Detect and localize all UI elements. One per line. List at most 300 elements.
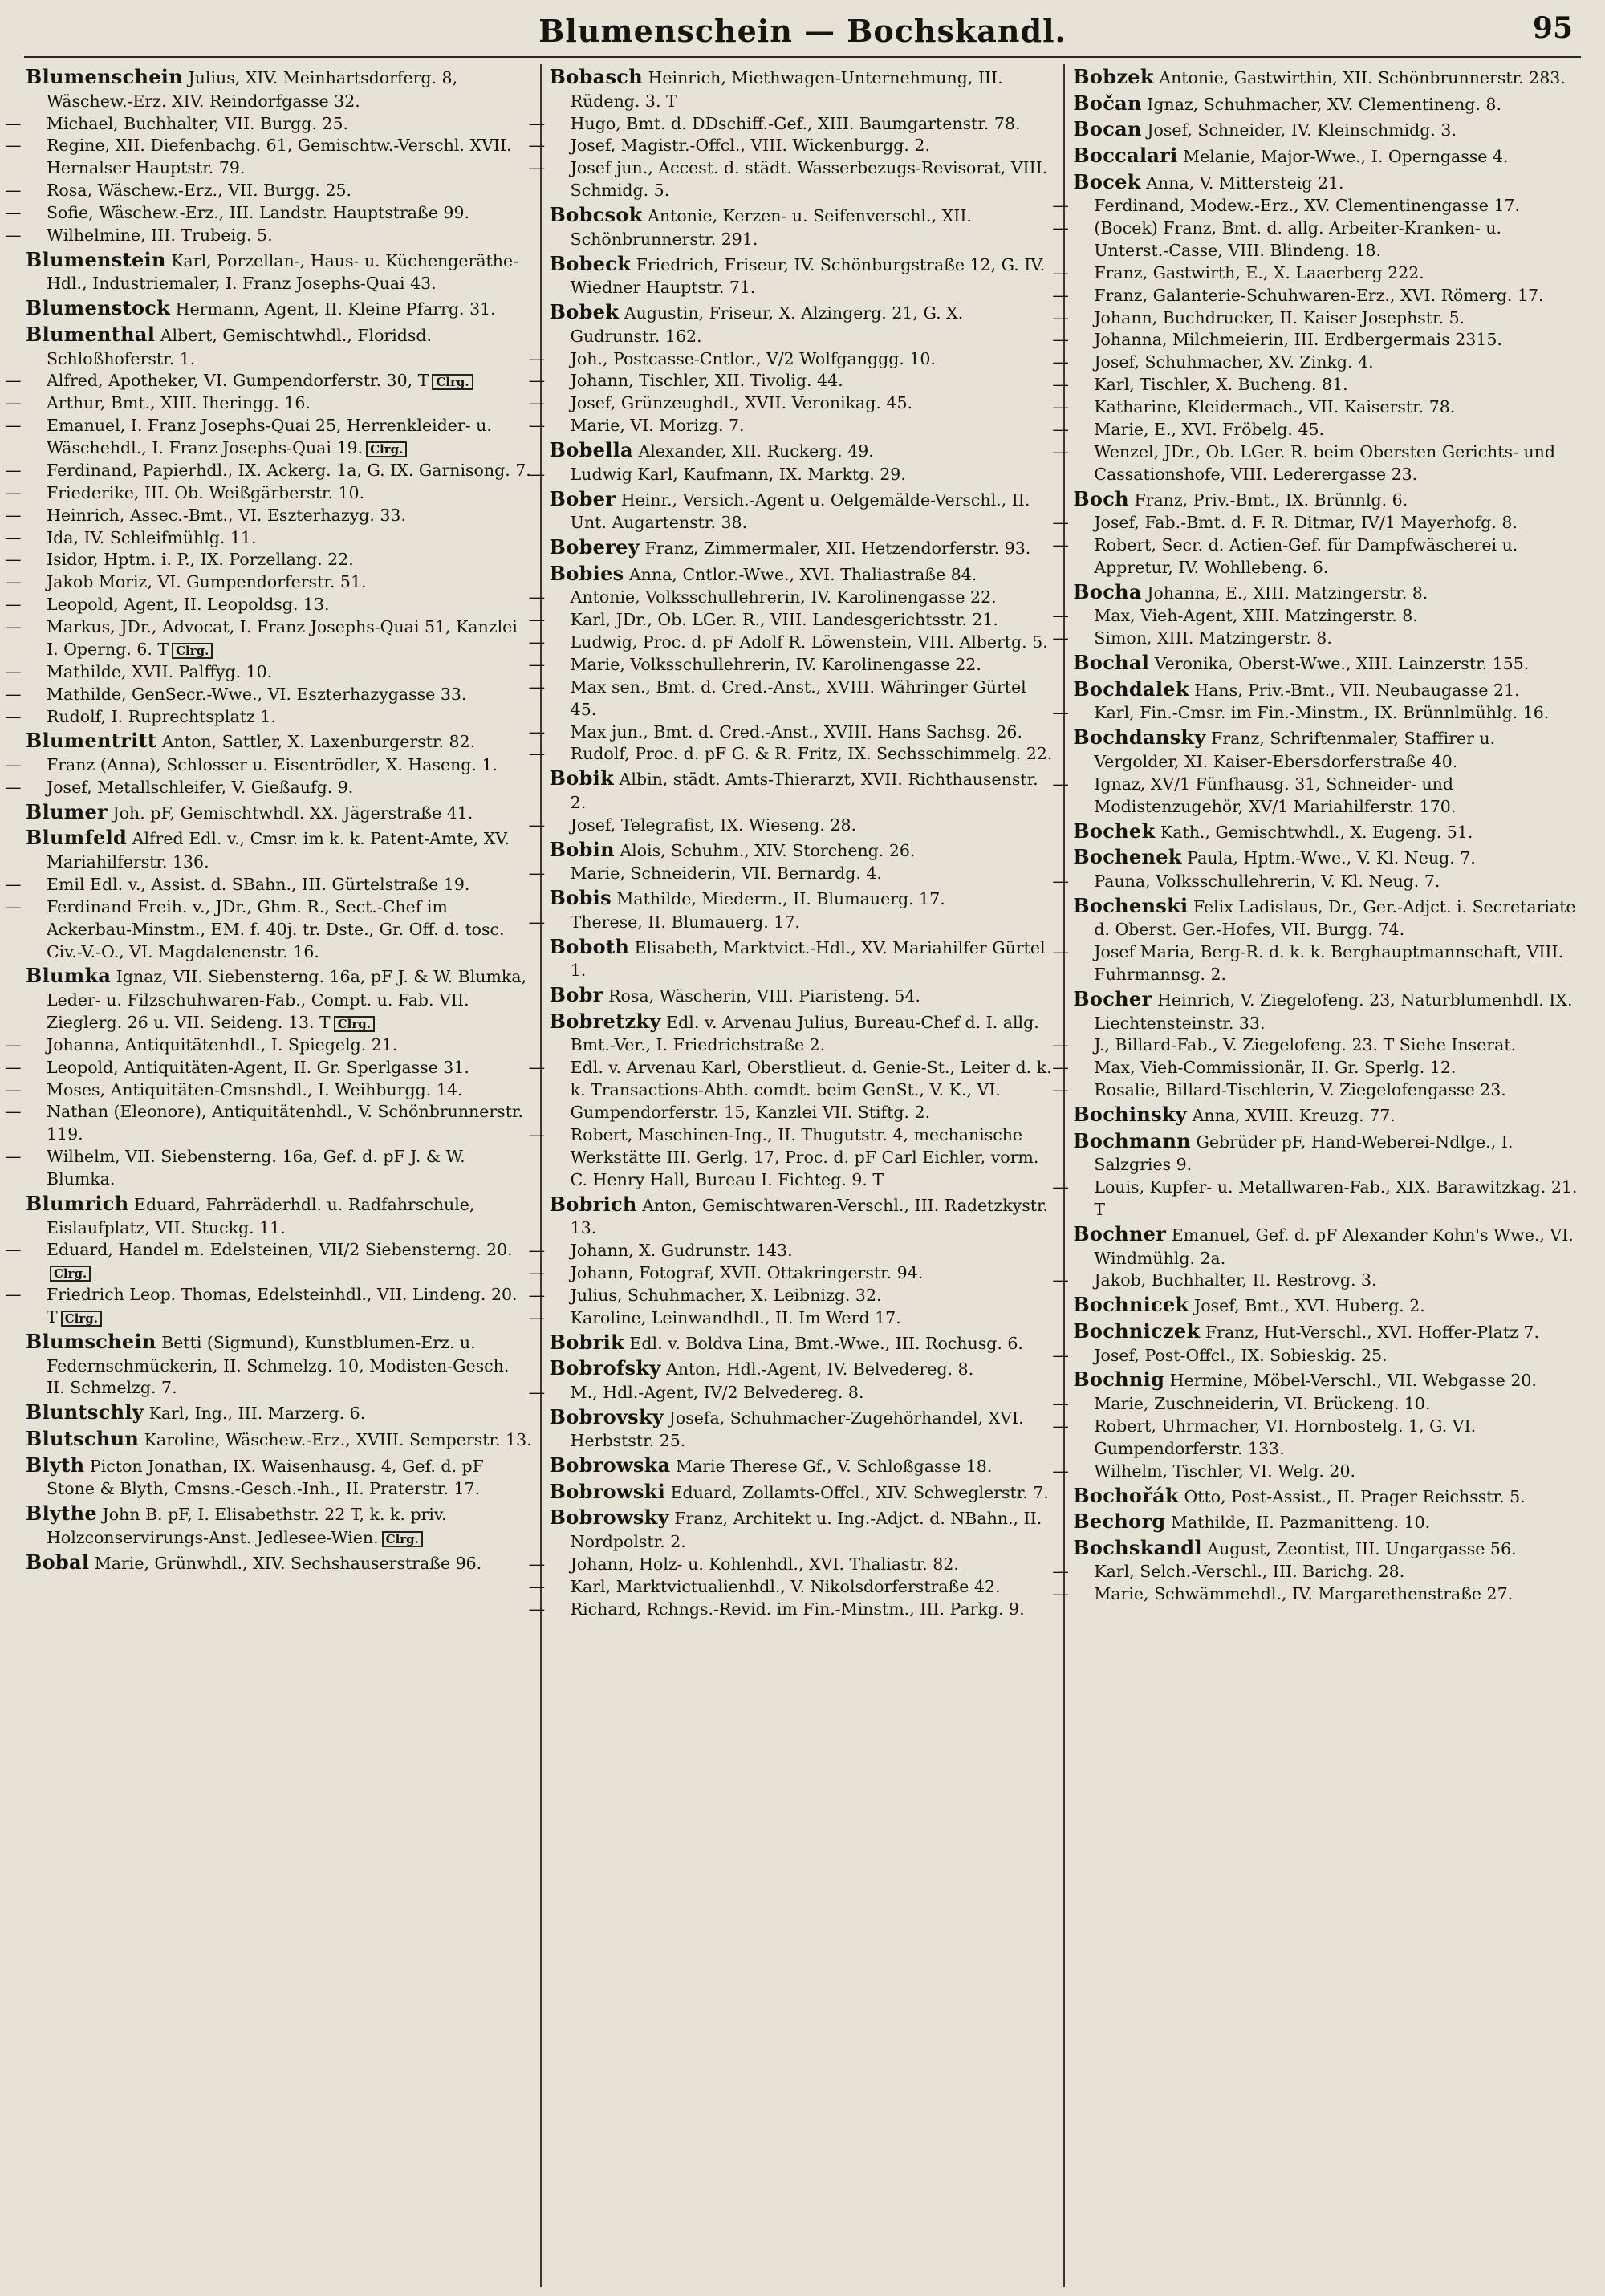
directory-entry <box>5 527 532 550</box>
entry-details: Leopold, Antiquitäten-Agent, II. Gr. Sperlgasse 31. <box>47 1057 469 1077</box>
entry-details: Wilhelm, Tischler, VI. Welg. 20. <box>1094 1461 1356 1481</box>
continuation-dash: — <box>5 393 22 413</box>
directory-entry <box>550 486 1056 535</box>
continuation-dash: — <box>1052 1058 1069 1078</box>
directory-entry <box>1073 1483 1579 1510</box>
directory-entry <box>528 157 1056 202</box>
directory-entry <box>26 825 532 874</box>
directory-entry <box>5 505 532 527</box>
clearing-badge: Clrg. <box>382 1531 423 1547</box>
continuation-dash: — <box>5 1285 22 1305</box>
directory-entry <box>26 1426 532 1453</box>
entry-surname: Blythe <box>26 1502 97 1525</box>
entry-details: Franz, Priv.-Bmt., IX. Brünnlg. 6. <box>1134 490 1408 510</box>
continuation-dash: — <box>528 1576 546 1596</box>
column-2 <box>528 64 1064 2287</box>
entry-surname: Bochdansky <box>1073 725 1206 750</box>
directory-entry <box>1073 1535 1579 1562</box>
directory-entry <box>1052 1270 1579 1292</box>
directory-entry <box>528 392 1056 415</box>
directory-entry <box>1052 307 1579 330</box>
directory-entry <box>1052 1345 1579 1367</box>
entry-details: Markus, JDr., Advocat, I. Franz Josephs-Quai 51, Kanzlei I. Operng. 6. T <box>47 617 518 659</box>
entry-details: Friederike, III. Ob. Weißgärberstr. 10. <box>47 482 365 502</box>
entry-details: Franz, Galanterie-Schuhwaren-Erz., XVI. Römerg. 17. <box>1094 285 1544 305</box>
continuation-dash: — <box>5 1079 22 1099</box>
entry-details: Josef, Fab.-Bmt. d. F. R. Ditmar, IV/1 Mayerhofg. 8. <box>1094 513 1518 533</box>
directory-entry <box>1073 1319 1579 1345</box>
entry-details: Franz, Schriftenmaler, Staffirer u. Vergolder, XI. Kaiser-Ebersdorferstraße 40. <box>1094 729 1496 771</box>
entry-details: Anna, Cntlor.-Wwe., XVI. Thaliastraße 84. <box>628 564 977 584</box>
entry-details: Emil Edl. v., Assist. d. SBahn., III. Gürtelstraße 19. <box>47 874 470 894</box>
continuation-dash: — <box>528 744 546 764</box>
continuation-dash: — <box>5 617 22 636</box>
entry-details: Max, Vieh-Commissionär, II. Gr. Sperlg. 12. <box>1094 1058 1457 1078</box>
entry-surname: Bobrowsky <box>549 1506 669 1530</box>
continuation-dash: — <box>1052 703 1069 723</box>
directory-entry <box>5 549 532 571</box>
entry-surname: Bobzek <box>1073 65 1154 88</box>
entry-surname: Blumenstein <box>26 247 166 271</box>
entry-details: Ida, IV. Schleifmühlg. 11. <box>47 527 257 547</box>
directory-entry <box>5 896 532 964</box>
entry-details: Johann, Tischler, XII. Tivolig. 44. <box>570 371 843 391</box>
clearing-badge: Clrg. <box>50 1266 91 1282</box>
entry-details: Mathilde, Miederm., II. Blumauerg. 17. <box>616 889 945 909</box>
entry-surname: Bobek <box>549 300 620 323</box>
continuation-dash: — <box>528 815 546 835</box>
directory-entry <box>528 863 1056 885</box>
continuation-dash: — <box>1052 419 1069 439</box>
entry-surname: Bobrovsky <box>549 1404 664 1428</box>
continuation-dash: — <box>1052 1035 1069 1055</box>
entry-details: Antonie, Volksschullehrerin, IV. Karolinengasse 22. <box>570 587 997 608</box>
entry-details: Gebrüder pF, Hand-Weberei-Ndlge., I. Salzgries 9. <box>1094 1132 1514 1175</box>
continuation-dash: — <box>528 1307 546 1327</box>
entry-details: Josef, Post-Offcl., IX. Sobieskig. 25. <box>1094 1345 1388 1365</box>
entry-details: Hans, Priv.-Bmt., VII. Neubaugasse 21. <box>1194 680 1520 700</box>
continuation-dash: — <box>5 874 22 894</box>
entry-surname: Bochnicek <box>1073 1293 1189 1317</box>
continuation-dash: — <box>5 595 22 615</box>
continuation-dash: — <box>1052 1584 1069 1604</box>
entry-details: Ignaz, VII. Siebensterng. 16a, pF J. & W. Blumka, Leder- u. Filzschuhwaren-Fab., Compt. u. Fab. VII. Zieglerg. 26 u. VII. Seideng. 13. T <box>47 967 527 1032</box>
continuation-dash: — <box>528 1382 546 1402</box>
directory-entry <box>528 815 1056 837</box>
directory-entry <box>5 482 532 505</box>
continuation-dash: — <box>5 225 22 245</box>
continuation-dash: — <box>5 181 22 201</box>
directory-entry <box>5 415 532 460</box>
directory-entry <box>5 1146 532 1191</box>
entry-details: Anton, Gemischtwaren-Verschl., III. Radetzkystr. 13. <box>570 1195 1049 1238</box>
entry-details: Richard, Rchngs.-Revid. im Fin.-Minstm., III. Parkg. 9. <box>570 1599 1025 1619</box>
entry-details: Ignaz, Schuhmacher, XV. Clementineng. 8. <box>1147 94 1501 114</box>
directory-entry <box>528 654 1056 677</box>
directory-entry <box>1073 486 1579 513</box>
entry-details: Alfred, Apotheker, VI. Gumpendorferstr. 30, T <box>47 371 429 391</box>
entry-surname: Bobretzky <box>549 1009 661 1033</box>
directory-entry <box>528 1240 1056 1262</box>
entry-surname: Bocan <box>1073 117 1142 141</box>
entry-details: Josef, Magistr.-Offcl., VIII. Wickenburgg. 2. <box>570 136 930 156</box>
directory-entry <box>550 1479 1056 1506</box>
continuation-dash: — <box>1052 871 1069 891</box>
continuation-dash: — <box>5 1102 22 1122</box>
entry-surname: Bochek <box>1073 819 1156 843</box>
continuation-dash: — <box>528 610 546 630</box>
continuation-dash: — <box>1052 330 1069 350</box>
directory-entry <box>1052 941 1579 986</box>
entry-surname: Bobeck <box>549 251 632 275</box>
entry-surname: Bobik <box>549 766 614 790</box>
entry-details: Edl. v. Arvenau Julius, Bureau-Chef d. I. allg. Bmt.-Ver., I. Friedrichstraße 2. <box>570 1012 1039 1055</box>
directory-entry <box>1052 419 1579 441</box>
entry-details: Franz, Zimmermaler, XII. Hetzendorferstr. 93. <box>644 538 1031 558</box>
continuation-dash: — <box>528 1124 546 1144</box>
continuation-dash: — <box>5 416 22 436</box>
entry-details: Leopold, Agent, II. Leopoldsg. 13. <box>47 595 330 615</box>
entry-details: Heinrich, Assec.-Bmt., VI. Eszterhazyg. 33. <box>47 505 406 525</box>
continuation-dash: — <box>1052 218 1069 238</box>
directory-entry <box>528 1285 1056 1307</box>
entry-details: Ferdinand, Modew.-Erz., XV. Clementinengasse 17. <box>1094 196 1521 216</box>
entry-details: Josef, Schuhmacher, XV. Zinkg. 4. <box>1094 352 1374 372</box>
entry-surname: Bobrofsky <box>549 1356 661 1380</box>
directory-entry <box>5 661 532 684</box>
entry-details: Pauna, Volksschullehrerin, V. Kl. Neug. 7. <box>1094 871 1440 891</box>
continuation-dash: — <box>5 1147 22 1167</box>
entry-details: Josef, Telegrafist, IX. Wieseng. 28. <box>570 815 857 835</box>
continuation-dash: — <box>528 587 546 608</box>
entry-details: Marie, Zuschneiderin, VI. Brückeng. 10. <box>1094 1394 1431 1413</box>
entry-details: Karoline, Leinwandhdl., II. Im Werd 17. <box>570 1307 901 1327</box>
directory-entry <box>1073 91 1579 117</box>
entry-surname: Bluntschly <box>26 1400 144 1424</box>
directory-entry <box>528 415 1056 437</box>
directory-entry <box>1052 1176 1579 1221</box>
entry-surname: Bochořák <box>1073 1483 1179 1507</box>
entry-details: Ludwig, Proc. d. pF Adolf R. Löwenstein, VIII. Albertg. 5. <box>570 632 1048 652</box>
entry-surname: Blumrich <box>26 1191 129 1215</box>
directory-entry <box>5 874 532 896</box>
directory-entry <box>1073 1367 1579 1393</box>
page-title: Blumenschein — Bochskandl. <box>538 13 1067 49</box>
continuation-dash: — <box>1052 774 1069 794</box>
directory-entry <box>5 1079 532 1102</box>
directory-entry <box>528 1307 1056 1330</box>
continuation-dash: — <box>5 706 22 726</box>
directory-entry <box>1052 262 1579 285</box>
directory-entry <box>550 1355 1056 1382</box>
entry-details: Josef, Bmt., XVI. Huberg. 2. <box>1194 1296 1425 1316</box>
directory-entry <box>550 837 1056 864</box>
continuation-dash: — <box>1052 628 1069 648</box>
directory-entry <box>1052 352 1579 374</box>
clearing-badge: Clrg. <box>366 441 407 457</box>
continuation-dash: — <box>528 677 546 697</box>
entry-details: Melanie, Major-Wwe., I. Operngasse 4. <box>1183 146 1509 166</box>
continuation-dash: — <box>1052 513 1069 533</box>
directory-entry <box>1073 579 1579 606</box>
continuation-dash: — <box>528 416 546 436</box>
directory-entry <box>26 295 532 322</box>
continuation-dash: — <box>528 158 546 178</box>
entry-details: J., Billard-Fab., V. Ziegelofeng. 23. T Siehe Inserat. <box>1094 1035 1517 1055</box>
directory-entry <box>1073 650 1579 677</box>
directory-entry <box>528 1382 1056 1404</box>
entry-details: Karl, JDr., Ob. LGer. R., VIII. Landesgerichtsstr. 21. <box>570 610 998 630</box>
entry-surname: Bobr <box>549 983 603 1007</box>
continuation-dash: — <box>1052 1461 1069 1481</box>
directory-entry <box>528 609 1056 632</box>
entry-surname: Bochdalek <box>1073 677 1189 701</box>
entry-details: Kath., Gemischtwhdl., X. Eugeng. 51. <box>1160 822 1473 842</box>
entry-surname: Bobis <box>549 886 612 910</box>
continuation-dash: — <box>1052 1080 1069 1100</box>
entry-details: Anton, Hdl.-Agent, IV. Belvedereg. 8. <box>666 1359 974 1380</box>
entry-details: Antonie, Kerzen- u. Seifenverschl., XII. Schönbrunnerstr. 291. <box>570 206 972 249</box>
continuation-dash: — <box>528 348 546 368</box>
directory-entry <box>5 180 532 202</box>
entry-details: Johann, Holz- u. Kohlenhdl., XVI. Thaliastr. 82. <box>570 1554 959 1574</box>
directory-entry <box>1052 534 1579 579</box>
entry-details: Johanna, Milchmeierin, III. Erdbergermais 2315. <box>1094 330 1502 350</box>
entry-details: Emanuel, I. Franz Josephs-Quai 25, Herrenkleider- u. Wäschehdl., I. Franz Josephs-Quai 19. <box>47 416 492 457</box>
continuation-dash: — <box>528 1599 546 1619</box>
continuation-dash: — <box>528 393 546 413</box>
directory-entry <box>1052 1079 1579 1102</box>
directory-entry <box>1073 1102 1579 1128</box>
directory-entry <box>528 370 1056 392</box>
directory-entry <box>1052 1461 1579 1483</box>
entry-details: Robert, Maschinen-Ing., II. Thugutstr. 4, mechanische Werkstätte III. Gerlg. 17, Proc. d. pF Carl Eichler, vorm. C. Henry Hall, Bureau I. Fichteg. 9. T <box>570 1124 1039 1189</box>
entry-details: Antonie, Gastwirthin, XII. Schönbrunnerstr. 283. <box>1159 68 1566 87</box>
directory-entry <box>5 370 532 392</box>
entry-details: Rosalie, Billard-Tischlerin, V. Ziegelofengasse 23. <box>1094 1080 1506 1100</box>
directory-entry <box>5 1057 532 1079</box>
entry-details: Jakob Moriz, VI. Gumpendorferstr. 51. <box>47 572 367 592</box>
continuation-dash: — <box>5 505 22 525</box>
directory-entry <box>550 437 1056 464</box>
entry-surname: Bobies <box>549 561 624 585</box>
continuation-dash: — <box>5 896 22 916</box>
continuation-dash: — <box>528 113 546 133</box>
directory-entry <box>528 632 1056 654</box>
entry-details: John B. pF, I. Elisabethstr. 22 T, k. k. priv. Holzconservirungs-Anst. Jedlesee-Wien. <box>47 1505 447 1547</box>
directory-entry <box>1052 329 1579 352</box>
entry-details: Robert, Uhrmacher, VI. Hornbostelg. 1, G. VI. Gumpendorferstr. 133. <box>1094 1416 1477 1458</box>
directory-entry <box>5 202 532 225</box>
entry-details: Ludwig Karl, Kaufmann, IX. Marktg. 29. <box>570 464 906 484</box>
continuation-dash: — <box>528 1554 546 1574</box>
entry-details: Friedrich Leop. Thomas, Edelsteinhdl., VII. Lindeng. 20. T <box>47 1285 518 1327</box>
entry-details: Karl, Selch.-Verschl., III. Barichg. 28. <box>1094 1562 1405 1582</box>
entry-surname: Bobella <box>549 438 633 461</box>
entry-details: Ferdinand Freih. v., JDr., Ghm. R., Sect.-Chef im Ackerbau-Minstm., EM. f. 40j. tr. Dste., Gr. Off. d. tosc. Civ.-V.-O., VI. Magdalenenstr. 16. <box>47 896 505 961</box>
entry-details: Johanna, Antiquitätenhdl., I. Spiegelg. 21. <box>47 1034 398 1055</box>
directory-entry <box>1052 512 1579 534</box>
entry-details: Arthur, Bmt., XIII. Iheringg. 16. <box>47 393 311 413</box>
entry-details: Picton Jonathan, IX. Waisenhausg. 4, Gef. d. pF Stone & Blyth, Cmsns.-Gesch.-Inh., II. Praterstr. 17. <box>47 1456 484 1499</box>
continuation-dash: — <box>5 550 22 570</box>
entry-surname: Bocha <box>1073 579 1142 603</box>
directory-entry <box>528 464 1056 486</box>
entry-details: Josef, Schneider, IV. Kleinschmidg. 3. <box>1147 120 1457 140</box>
directory-entry <box>1073 143 1579 169</box>
continuation-dash: — <box>1052 441 1069 461</box>
continuation-dash: — <box>1052 397 1069 417</box>
directory-entry <box>528 348 1056 371</box>
entry-details: Isidor, Hptm. i. P., IX. Porzellang. 22. <box>47 550 354 570</box>
entry-details: Mathilde, XVII. Palffyg. 10. <box>47 661 273 681</box>
entry-surname: Bochnig <box>1073 1367 1165 1392</box>
entry-details: Julius, Schuhmacher, X. Leibnizg. 32. <box>570 1285 882 1305</box>
continuation-dash: — <box>528 371 546 391</box>
continuation-dash: — <box>5 755 22 774</box>
directory-entry <box>26 963 532 1034</box>
directory-entry <box>528 677 1056 721</box>
continuation-dash: — <box>5 371 22 391</box>
continuation-dash: — <box>5 203 22 222</box>
directory-entry <box>1052 628 1579 650</box>
directory-entry <box>5 225 532 247</box>
directory-entry <box>5 706 532 729</box>
continuation-dash: — <box>528 1262 546 1282</box>
entry-surname: Blumenthal <box>26 322 156 346</box>
entry-details: Wenzel, JDr., Ob. LGer. R. beim Obersten Gerichts- und Cassationshofe, VIII. Lederergasse 23. <box>1094 441 1555 484</box>
entry-details: Otto, Post-Assist., II. Prager Reichsstr. 5. <box>1184 1486 1526 1506</box>
continuation-dash: — <box>528 864 546 884</box>
entry-details: Josef Maria, Berg-R. d. k. k. Berghauptmannschaft, VIII. Fuhrmannsg. 2. <box>1094 942 1564 984</box>
continuation-dash: — <box>1052 375 1069 395</box>
directory-entry <box>26 799 532 826</box>
entry-details: Marie Therese Gf., V. Schloßgasse 18. <box>675 1457 993 1477</box>
page-number: 95 <box>1532 11 1573 45</box>
continuation-dash: — <box>1052 1345 1069 1365</box>
directory-entry <box>550 1505 1056 1554</box>
directory-entry <box>1073 169 1579 196</box>
entry-details: Mathilde, GenSecr.-Wwe., VI. Eszterhazygasse 33. <box>47 684 467 704</box>
entry-details: Alexander, XII. Ruckerg. 49. <box>638 441 874 461</box>
directory-entry <box>26 1501 532 1550</box>
entry-details: Karl, Ing., III. Marzerg. 6. <box>148 1404 366 1424</box>
directory-entry <box>528 135 1056 157</box>
entry-surname: Blumfeld <box>26 826 128 850</box>
entry-details: Sofie, Wäschew.-Erz., III. Landstr. Hauptstraße 99. <box>47 203 469 222</box>
entry-details: Nathan (Eleonore), Antiquitätenhdl., V. Schönbrunnerstr. 119. <box>47 1102 523 1144</box>
continuation-dash: — <box>528 654 546 674</box>
continuation-dash: — <box>528 1058 546 1078</box>
continuation-dash: — <box>5 661 22 681</box>
directory-entry <box>528 1576 1056 1599</box>
directory-entry <box>550 251 1056 300</box>
entry-details: Johann, Fotograf, XVII. Ottakringerstr. 94. <box>570 1262 924 1282</box>
clearing-badge: Clrg. <box>334 1016 375 1032</box>
directory-entry <box>528 1057 1056 1124</box>
entry-surname: Bocek <box>1073 169 1141 193</box>
entry-details: Heinrich, Miethwagen-Unternehmung, III. Rüdeng. 3. T <box>570 68 1003 111</box>
entry-surname: Blumenschein <box>26 65 183 88</box>
directory-entry <box>5 594 532 616</box>
entry-details: Michael, Buchhalter, VII. Burgg. 25. <box>47 113 349 133</box>
entry-surname: Bochskandl <box>1073 1535 1202 1559</box>
entry-surname: Bobrich <box>549 1192 637 1216</box>
directory-entry <box>550 534 1056 561</box>
entry-details: Anna, V. Mittersteig 21. <box>1146 173 1344 193</box>
entry-details: Josef, Metallschleifer, V. Gießaufg. 9. <box>47 777 354 797</box>
directory-entry <box>1073 819 1579 845</box>
entry-details: Albert, Gemischtwhdl., Floridsd. Schloßhoferstr. 1. <box>47 325 433 368</box>
entry-details: Julius, XIV. Meinhartsdorferg. 8, Wäschew.-Erz. XIV. Reindorfgasse 32. <box>47 68 458 111</box>
entry-details: Franz, Hut-Verschl., XVI. Hoffer-Platz 7. <box>1205 1322 1539 1342</box>
directory-entry <box>550 299 1056 348</box>
entry-surname: Bochniczek <box>1073 1319 1201 1343</box>
entry-details: Karl, Fin.-Cmsr. im Fin.-Minstm., IX. Brünnlmühlg. 16. <box>1094 703 1550 723</box>
clearing-badge: Clrg. <box>61 1311 102 1327</box>
directory-entry <box>1073 677 1579 703</box>
entry-details: Ignaz, XV/1 Fünfhausg. 31, Schneider- und Modistenzugehör, XV/1 Mariahilferstr. 170. <box>1094 774 1457 816</box>
entry-details: Hermann, Agent, II. Kleine Pfarrg. 31. <box>175 299 496 319</box>
directory-entry <box>5 684 532 706</box>
entry-surname: Bechorg <box>1073 1510 1166 1534</box>
directory-entry <box>26 728 532 754</box>
directory-entry <box>26 1550 532 1576</box>
directory-entry <box>1052 1057 1579 1079</box>
entry-surname: Bocher <box>1073 986 1152 1010</box>
entry-surname: Blyth <box>26 1453 85 1477</box>
entry-details: Rosa, Wäscherin, VIII. Piaristeng. 54. <box>608 986 921 1006</box>
entry-surname: Bočan <box>1073 91 1142 115</box>
continuation-dash: — <box>1052 307 1069 327</box>
directory-entry <box>1073 1221 1579 1270</box>
entry-details: Heinr., Versich.-Agent u. Oelgemälde-Verschl., II. Unt. Augartenstr. 38. <box>570 490 1030 533</box>
entry-surname: Blumschein <box>26 1329 156 1353</box>
directory-entry <box>550 64 1056 113</box>
directory-entry <box>5 135 532 180</box>
entry-surname: Bobal <box>26 1550 90 1574</box>
clearing-badge: Clrg. <box>172 643 213 659</box>
entry-details: Moses, Antiquitäten-Cmsnshdl., I. Weihburgg. 14. <box>47 1079 463 1099</box>
page-header <box>24 10 1581 58</box>
directory-entry <box>5 113 532 136</box>
directory-entry <box>1073 64 1579 91</box>
entry-details: Eduard, Zollamts-Offcl., XIV. Schweglerstr. 7. <box>670 1482 1049 1502</box>
continuation-dash: — <box>1052 1562 1069 1582</box>
directory-entry <box>1073 893 1579 942</box>
directory-entry <box>528 1124 1056 1192</box>
continuation-dash: — <box>1052 352 1069 372</box>
entry-details: Anton, Sattler, X. Laxenburgerstr. 82. <box>161 732 476 752</box>
entry-surname: Bobcsok <box>549 203 643 226</box>
continuation-dash: — <box>1052 285 1069 305</box>
entry-surname: Bochner <box>1073 1221 1167 1246</box>
entry-surname: Bochenski <box>1073 893 1189 917</box>
entry-details: Alois, Schuhm., XIV. Storcheng. 26. <box>620 840 916 860</box>
entry-surname: Bochal <box>1073 651 1150 675</box>
directory-entry <box>1052 195 1579 217</box>
directory-entry <box>1052 396 1579 419</box>
continuation-dash: — <box>5 460 22 480</box>
column-1 <box>5 64 540 2287</box>
entry-details: Marie, E., XVI. Fröbelg. 45. <box>1094 419 1325 439</box>
entry-surname: Blutschun <box>26 1426 140 1450</box>
directory-entry <box>1073 725 1579 774</box>
entry-details: Therese, II. Blumauerg. 17. <box>570 912 800 932</box>
directory-entry <box>5 616 532 661</box>
directory-entry <box>550 202 1056 251</box>
continuation-dash: — <box>528 721 546 742</box>
